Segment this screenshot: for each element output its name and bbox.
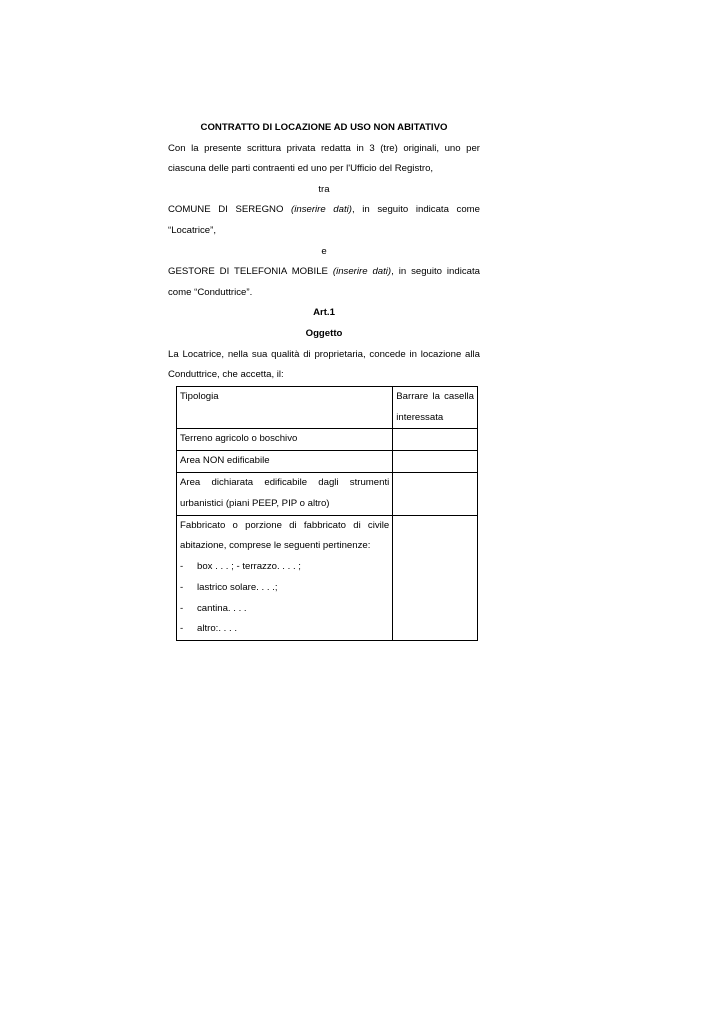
- row-area-non-edificabile: Area NON edificabile: [180, 455, 270, 467]
- party2-rest: , in seguito indicata: [391, 266, 480, 278]
- row-area-edificabile-line-1: Area dichiarata edificabile dagli strumenti: [180, 476, 390, 488]
- document-title: CONTRATTO DI LOCAZIONE AD USO NON ABITATIVO: [200, 122, 448, 133]
- table-row: [177, 429, 478, 451]
- body-line-1: La Locatrice, nella sua qualità di proprietaria, concede in locazione alla: [168, 348, 480, 360]
- party2-line: [168, 262, 480, 283]
- party1-role: “Locatrice”,: [168, 224, 216, 236]
- checkbox-cell-area-edificabile[interactable]: [393, 472, 478, 515]
- pertinenza-item: - box . . . ; - terrazzo. . . . ;: [180, 557, 389, 578]
- party2-role: come “Conduttrice”.: [168, 286, 253, 298]
- pertinenza-item: - cantina. . . .: [180, 599, 389, 620]
- header-tipologia-cell: [177, 386, 393, 429]
- row-fabbricato-line-1: Fabbricato o porzione di fabbricato di civile: [180, 519, 390, 531]
- header-barrare-cell: [393, 386, 478, 429]
- table-row: [177, 472, 478, 515]
- tra-label: tra: [318, 183, 330, 195]
- checkbox-cell-fabbricato[interactable]: [393, 515, 478, 641]
- table-header-row: [177, 386, 478, 429]
- checkbox-cell-terreno[interactable]: [393, 429, 478, 451]
- document-page: [168, 114, 480, 641]
- bullet-dash: -: [180, 623, 184, 635]
- table-row: [177, 515, 478, 641]
- bullet-dash: -: [180, 581, 184, 593]
- checkbox-cell-area-non-edificabile[interactable]: [393, 451, 478, 473]
- pertinenza-item: - lastrico solare. . . .;: [180, 578, 389, 599]
- party2-name: GESTORE DI TELEFONIA MOBILE: [168, 266, 328, 278]
- party1-placeholder: (inserire dati): [291, 204, 352, 216]
- party2-placeholder: (inserire dati): [332, 266, 392, 278]
- body-line-2: Conduttrice, che accetta, il:: [168, 369, 284, 381]
- pertinenza-item: - altro:. . . .: [180, 619, 389, 640]
- row-terreno: Terreno agricolo o boschivo: [180, 433, 298, 445]
- header-barrare-line-1: Barrare la casella: [396, 390, 474, 402]
- e-label: e: [321, 245, 327, 257]
- row-fabbricato-line-2: abitazione, comprese le seguenti pertinenze:: [180, 540, 371, 552]
- row-area-edificabile-line-2: urbanistici (piani PEEP, PIP o altro): [180, 497, 330, 509]
- party1-rest: , in seguito indicata come: [351, 204, 480, 216]
- header-barrare-line-2: interessata: [396, 411, 444, 423]
- article-number: Art.1: [313, 307, 335, 319]
- header-tipologia: Tipologia: [180, 390, 219, 402]
- party1-name: COMUNE DI SEREGNO: [168, 204, 284, 216]
- typology-table: [176, 386, 478, 642]
- bullet-dash: -: [180, 561, 184, 573]
- article-heading: Oggetto: [305, 327, 343, 339]
- table-row: [177, 451, 478, 473]
- party1-line: [168, 200, 480, 221]
- bullet-dash: -: [180, 602, 184, 614]
- intro-line-1: Con la presente scrittura privata redatta in 3 (tre) originali, uno per: [168, 142, 480, 154]
- intro-line-2: ciascuna delle parti contraenti ed uno per l'Ufficio del Registro,: [168, 163, 434, 175]
